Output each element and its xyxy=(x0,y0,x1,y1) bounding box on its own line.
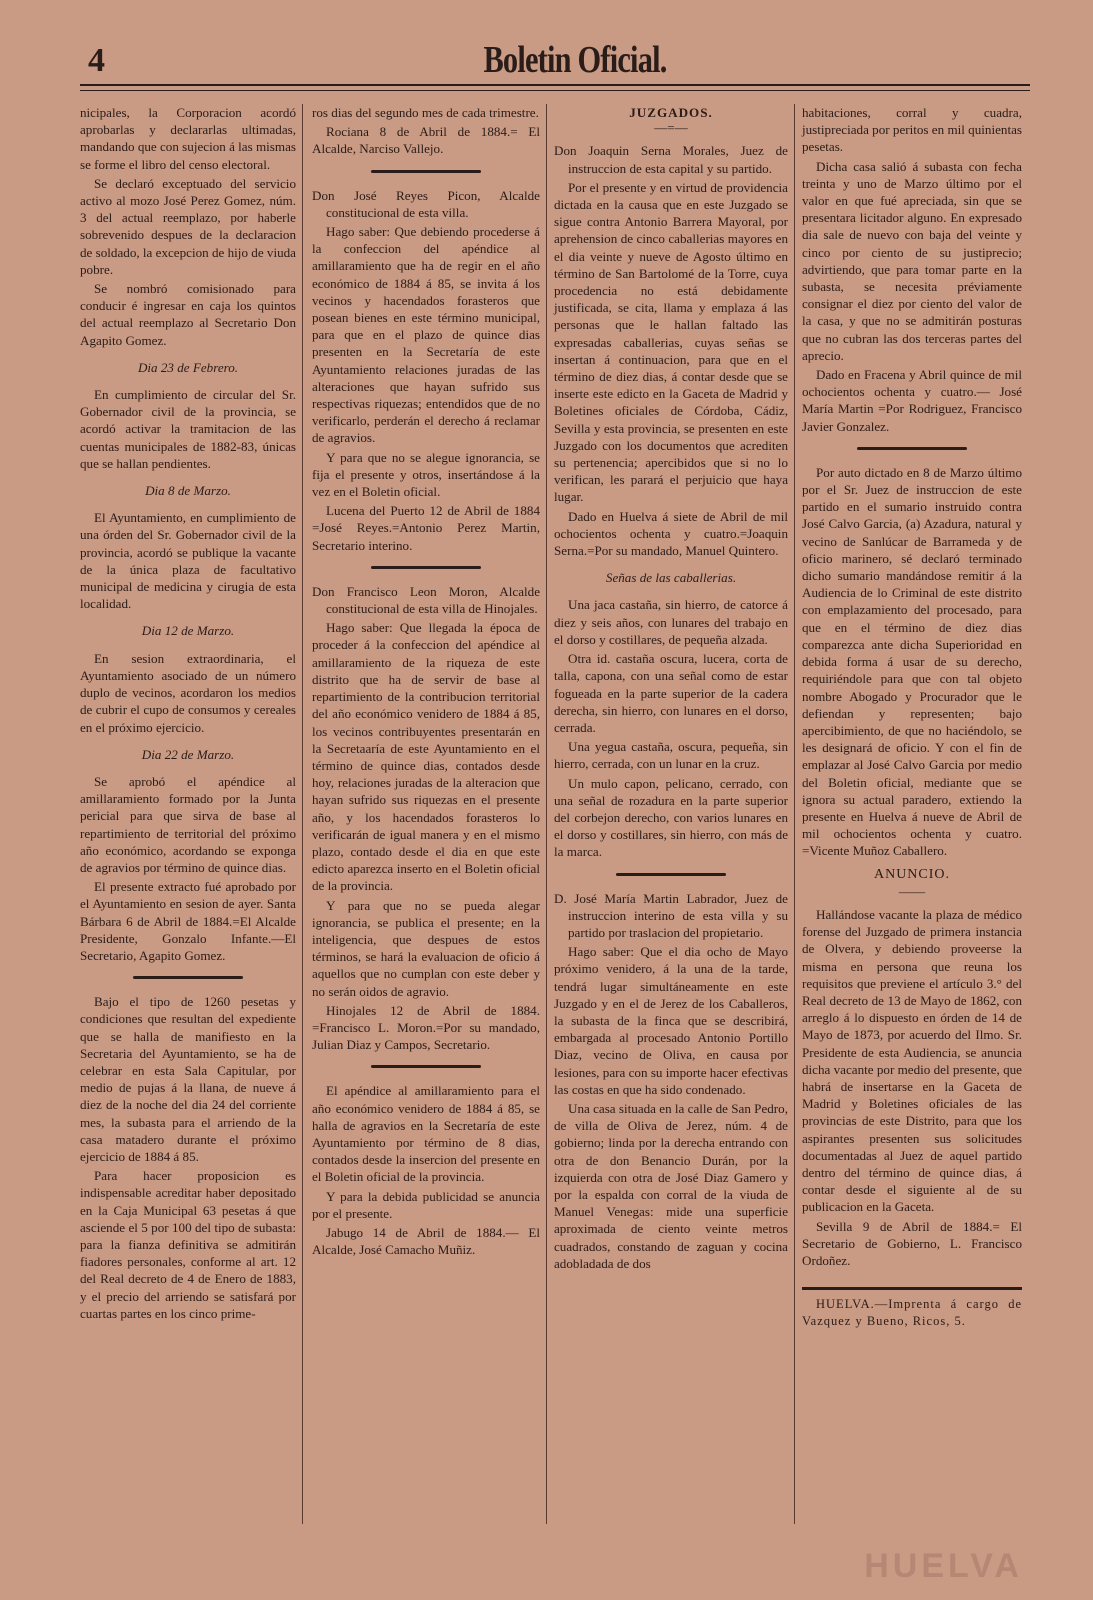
paragraph: Una jaca castaña, sin hierro, de catorce á diez y seis años, con lunares del trabajo en el dorso y costillares, de pequeña alzada. xyxy=(554,597,788,647)
printer-imprint: HUELVA.—Imprenta á cargo de Vazquez y Bueno, Ricos, 5. xyxy=(802,1297,1022,1329)
paragraph: Para hacer proposicion es indispensable acreditar haber depositado en la Caja Municipal 63 pesetas á que asciende el 5 por 100 del tipo de subasta: para la fianza definitiva se admitirán fiadores personales, conforme al art. 12 del Real decreto de 4 de Enero de 1883, y el precio del arriendo se satisfará por cuartas partes en los cinco prime- xyxy=(80,1168,296,1321)
separator-rule xyxy=(371,566,481,569)
paragraph: El apéndice al amillaramiento para el año económico venidero de 1884 á 85, se halla de agravios en la Secretaría de este Ayuntamiento por término de 8 dias, contados desde la insercion del presente en el Boletin oficial de la provincia. xyxy=(312,1083,540,1185)
column-4 xyxy=(802,104,1022,1333)
paragraph: Por auto dictado en 8 de Marzo último por el Sr. Juez de instruccion de este partido en el sumario instruido contra José Calvo Garcia, (a) Azadura, natural y vecino de Sanlúcar de Barrameda y de oficio marinero, sé declaró terminado dicho sumario mandándose remitir á la Audiencia de lo Criminal de este distrito con emplazamiento del procesado, para que en el término de diez dias comparezca ante dicha Superioridad en debida forma á usar de su derecho, requiriéndole para que con tal objeto nombre Abogado y Procurador que le defiendan y representen; bajo apercibimiento, de que no haciéndolo, se les designará de oficio. Y con el fin de emplazar al José Calvo Garcia por medio del Boletin oficial, mediante que se ignora su actual paradero, extiendo la presente en Huelva á nueve de Abril de mil ochocientos ochenta y cuatro. =Vicente Muñoz Caballero. xyxy=(802,464,1022,859)
date-heading: Dia 12 de Marzo. xyxy=(141,623,235,639)
date-heading: Dia 23 de Febrero. xyxy=(137,359,239,375)
signature: Dado en Huelva á siete de Abril de mil ochocientos ochenta y cuatro.=Joaquin Serna.=Por su mandado, Manuel Quintero. xyxy=(554,508,788,559)
page-number: 4 xyxy=(88,42,105,79)
notice-heading-text: Don Joaquin Serna Morales, Juez de instruccion de esta capital y su partido. xyxy=(554,143,788,176)
signature: Hinojales 12 de Abril de 1884. =Francisco L. Moron.=Por su mandado, Julian Diaz y Campos, Secretario. xyxy=(312,1002,540,1053)
separator-rule xyxy=(371,170,481,173)
notice-heading-text: Don José Reyes Picon, Alcalde constitucional de esta villa. xyxy=(312,187,540,220)
header-rule xyxy=(80,84,1030,86)
paragraph: Se aprobó el apéndice al amillaramiento formado por la Junta pericial para que sirva de base al repartimiento de territorial del próximo año económico, acordando se exponga de agravios por término de quince dias. xyxy=(80,773,296,875)
notice-heading-text: D. José María Martin Labrador, Juez de instruccion interino de esta villa y su partido por traslacion del propietario. xyxy=(554,890,788,940)
column-divider xyxy=(302,104,303,1524)
paragraph: Y para la debida publicidad se anuncia por el presente. xyxy=(312,1188,540,1221)
paragraph: El Ayuntamiento, en cumplimiento de una órden del Sr. Gobernador civil de la provincia, acordó se publique la vacante de la única plaza de facultativo municipal de medicina y cirugia de esta localidad. xyxy=(80,510,296,612)
paragraph: Hallándose vacante la plaza de médico forense del Juzgado de primera instancia de Olvera, y debiendo proveerse la misma en persona que reuna los requisitos que previene el artículo 3.° del Real decreto de 13 de Mayo de 1862, con arreglo á lo dispuesto en órden de 14 de Mayo de 1873, por acuerdo del Ilmo. Sr. Presidente de esta Audiencia, se anuncia dicha vacante por medio del presente, que habrá de insertarse en la Gaceta de Madrid y Boletines oficiales de las provincias de este Distrito, para que los aspirantes presenten sus solicitudes documentadas al Juez de aquel partido dentro del término de quince dias, á contar desde el siguiente al de su publicacion en la Gaceta. xyxy=(802,906,1022,1215)
paragraph: Por el presente y en virtud de providencia dictada en la causa que en este Juzgado se sigue contra Antonio Barrera Mayoral, por aprehension de cinco caballerias mayores en el dia veinte y nueve de Agosto último en término de San Bartolomé de la Torre, cuya procedencia no está debidamente justificada, se cita, llama y emplaza á las personas que le hallan faltado las expresadas caballerias, cuyas señas se insertan á continuacion, para que en el término de diez dias, á contar desde que se inserte este edicto en la Gaceta de Madrid y Boletines oficiales de Córdoba, Cádiz, Sevilla y esta provincia, se presenten en este Juzgado con los documentos que acrediten su pertenencia; apercibidos que si no lo verifican, les parará el perjuicio que haya lugar. xyxy=(554,179,788,505)
column-divider xyxy=(546,104,547,1524)
header-rule-thin xyxy=(80,90,1030,91)
date-heading: Dia 22 de Marzo. xyxy=(141,746,235,762)
notice-heading xyxy=(554,890,788,942)
signature: Rociana 8 de Abril de 1884.= El Alcalde, Narciso Vallejo. xyxy=(312,124,540,157)
separator-rule xyxy=(371,1065,481,1068)
section-heading: JUZGADOS. xyxy=(629,105,713,120)
section-heading: ANUNCIO. xyxy=(873,866,951,882)
column-1 xyxy=(80,104,296,1324)
paragraph: El presente extracto fué aprobado por el Ayuntamiento en sesion de ayer. Santa Bárbara 6 de Abril de 1884.=El Alcalde Presidente, Gonzalo Infante.—El Secretario, Agapito Gomez. xyxy=(80,879,296,963)
signature: Lucena del Puerto 12 de Abril de 1884 =José Reyes.=Antonio Perez Martin, Secretario interino. xyxy=(312,503,540,553)
date-heading: Dia 8 de Marzo. xyxy=(145,483,231,499)
separator-rule xyxy=(133,976,243,979)
signature: Jabugo 14 de Abril de 1884.— El Alcalde, José Camacho Muñiz. xyxy=(312,1224,540,1258)
footer-rule xyxy=(802,1287,1022,1290)
paragraph: Hago saber: Que llegada la época de proceder á la confeccion del apéndice al amillaramiento de la riqueza de este distrito que ha de servir de base al repartimiento de la contribucion territorial del año económico venidero de 1884 á 85, los vecinos contribuyentes presentarán en la Secretaaría de este Ayuntamiento en el término de quince dias, contados desde hoy, relaciones juradas de la alteracion que hayan sufrido sus riquezas en el presente año, y los hacendados forasteros lo verificarán de igual manera y en el mismo plazo, contado desde el dia en que este edicto aparezca inserto en el Boletin oficial de la provincia. xyxy=(312,620,540,894)
column-2 xyxy=(312,104,540,1260)
separator-rule xyxy=(616,873,726,876)
paragraph: Bajo el tipo de 1260 pesetas y condiciones que resultan del expediente que se halla de manifiesto en la Secretaria del Ayuntamiento, se ha de celebrar en esta Sala Capitular, por medio de pujas á la llana, de nueve á diez de la noche del dia 24 del corriente mes, la subasta para el arriendo de la casa matadero durante el próximo ejercicio de 1884 á 85. xyxy=(80,994,296,1164)
notice-heading xyxy=(554,142,788,176)
notice-heading-text: Don Francisco Leon Moron, Alcalde constitucional de esta villa de Hinojales. xyxy=(312,583,540,617)
heading-dash: —— xyxy=(898,883,926,899)
paragraph: Una casa situada en la calle de San Pedro, de villa de Oliva de Jerez, núm. 4 de gobierno; linda por la derecha entrando con otra de don Benancio Durán, por la izquierda con otra de José Diaz Gamero y por la espalda con corral de la viuda de Manuel Venegas: mide una superficie aproximada de ciento veinte metros cuadrados, constando de zaguan y cocina adobladada de dos xyxy=(554,1100,788,1271)
notice-heading xyxy=(312,583,540,617)
paragraph: Se nombró comisionado para conducir é ingresar en caja los quintos del actual reemplazo al Secretario Don Agapito Gomez. xyxy=(80,281,296,348)
paragraph: habitaciones, corral y cuadra, justipreciada por peritos en mil quinientas pesetas. xyxy=(802,105,1022,155)
subheading: Señas de las caballerias. xyxy=(605,570,737,586)
notice-heading xyxy=(312,187,540,221)
archive-watermark: HUELVA xyxy=(864,1547,1023,1585)
publication-title: Boletin Oficial. xyxy=(483,39,667,81)
paragraph: Y para que no se alegue ignorancia, se fija el presente y otros, insertándose á la vez en el Boletin oficial. xyxy=(312,449,540,500)
paragraph: Hago saber: Que debiendo procederse á la confeccion del apéndice al amillaramiento que ha de regir en el año económico de 1884 á 85, se invita á los vecinos y hacendados forasteros que posean bienes en este término municipal, para que en el plazo de quince dias presenten en la Secretaría de este Ayuntamiento relaciones juradas de las alteraciones que hayan sufrido sus respectivas riquezas; entendidos que de no verificarlo, perderán el derecho á reclamar de agravios. xyxy=(312,224,540,446)
paragraph: Otra id. castaña oscura, lucera, corta de talla, capona, con una señal como de estar fogueada en la parte superior de la cadera derecha, sin hierro, con lunares en el dorso, cerrada. xyxy=(554,651,788,735)
paragraph: Hago saber: Que el dia ocho de Mayo próximo venidero, á la una de la tarde, tendrá lugar simultáneamente en este Juzgado y en el de Jerez de los Caballeros, la subasta de la finca que se describirá, embargada al procesado Antonio Portillo Diaz, vecino de Oliva, en causa por lesiones, para con su importe hacer efectivas las costas en que ha sido condenado. xyxy=(554,944,788,1097)
signature: Dado en Fracena y Abril quince de mil ochocientos ochenta y cuatro.— José María Martin =Por Rodriguez, Francisco Javier Gonzalez. xyxy=(802,367,1022,434)
signature: Sevilla 9 de Abril de 1884.= El Secretario de Gobierno, L. Francisco Ordoñez. xyxy=(802,1218,1022,1268)
column-3 xyxy=(554,104,788,1274)
paragraph: Dicha casa salió á subasta con fecha treinta y uno de Marzo último por el valor en que fué apreciada, sin que se presentara licitador alguno. En expresado dia sale de nuevo con baja del veinte y cinco por ciento de su justiprecio; advirtiendo, que para tomar parte en la subasta, se necesita préviamente consignar el diez por ciento del valor de la casa, y que no se admitirán posturas que no cubran las dos terceras partes del aprecio. xyxy=(802,158,1022,363)
paragraph: En sesion extraordinaria, el Ayuntamiento asociado de un número duplo de vecinos, acordaron los medios de cubrir el cupo de consumos y cereales en el próximo ejercicio. xyxy=(80,650,296,735)
column-divider xyxy=(794,104,795,1524)
paragraph: Una yegua castaña, oscura, pequeña, sin hierro, cerrada, con un lunar en la cruz. xyxy=(554,739,788,772)
separator-rule xyxy=(857,447,967,450)
paragraph: nicipales, la Corporacion acordó aprobarlas y declararlas ultimadas, mandando que con sujecion á las mismas se forme el libro del censo electoral. xyxy=(80,105,296,172)
heading-dash: —=— xyxy=(654,120,688,136)
paragraph: Se declaró exceptuado del servicio activo al mozo José Perez Gomez, núm. 3 del actual reemplazo, por haberle sobrevenido despues de la declaracion de soldado, la excepcion de hijo de viuda pobre. xyxy=(80,175,296,277)
paragraph: En cumplimiento de circular del Sr. Gobernador civil de la provincia, se acordó activar la tramitacion de las cuentas municipales de 1882-83, únicas que se hallan pendientes. xyxy=(80,387,296,471)
paragraph: ros dias del segundo mes de cada trimestre. xyxy=(312,105,539,120)
paragraph: Un mulo capon, pelicano, cerrado, con una señal de rozadura en la parte superior del corbejon derecho, con varios lunares en el dorso y costillares, sin hierro, con más de la marca. xyxy=(554,775,788,860)
paragraph: Y para que no se pueda alegar ignorancia, se publica el presente; en la inteligencia, que despues de estos términos, se hará la evaluacion de oficio á aquellos que no cumplan con este deber y no serán oidos de agravio. xyxy=(312,897,540,999)
